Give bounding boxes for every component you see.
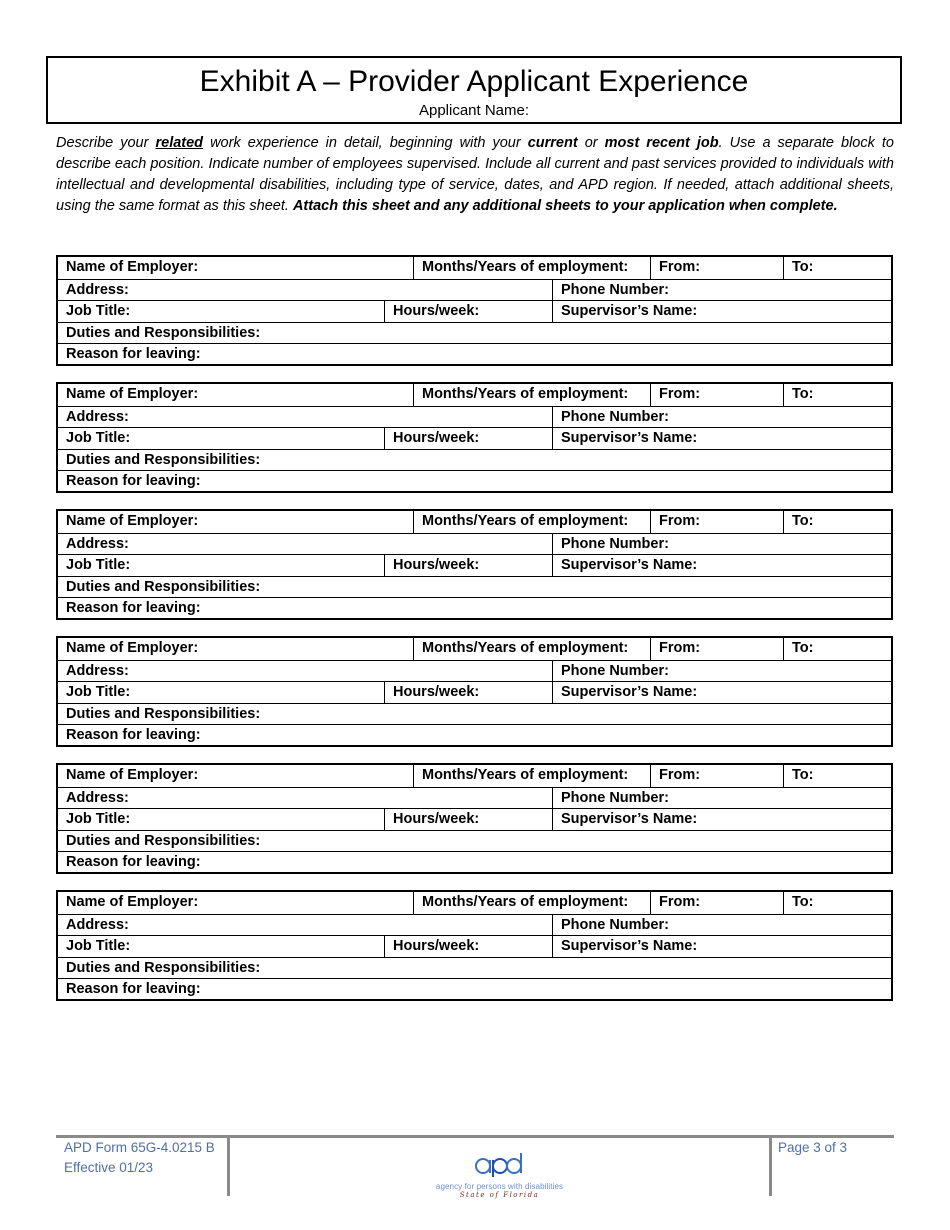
- row-address: [58, 406, 891, 429]
- from-field[interactable]: [650, 638, 783, 660]
- supervisor-label: Supervisor’s Name:: [561, 557, 698, 573]
- supervisor-field[interactable]: [552, 936, 891, 958]
- row-employer: [58, 384, 891, 406]
- footer-form-info: [64, 1138, 215, 1178]
- instructions: [56, 133, 894, 217]
- employment-block: [56, 255, 893, 366]
- address-field[interactable]: [58, 534, 552, 556]
- to-field[interactable]: [783, 384, 891, 406]
- from-label: From:: [659, 386, 701, 402]
- footer-divider-left: [227, 1136, 230, 1196]
- row-reason: [58, 851, 891, 874]
- row-address: [58, 660, 891, 683]
- row-reason: [58, 470, 891, 493]
- from-field[interactable]: [650, 257, 783, 279]
- employer-field[interactable]: [58, 892, 413, 914]
- months-years-field[interactable]: [413, 384, 650, 406]
- address-field[interactable]: [58, 280, 552, 302]
- to-field[interactable]: [783, 511, 891, 533]
- employer-label: Name of Employer:: [66, 259, 199, 275]
- row-employer: [58, 892, 891, 914]
- to-field[interactable]: [783, 765, 891, 787]
- phone-field[interactable]: [552, 280, 891, 302]
- phone-label: Phone Number:: [561, 408, 669, 425]
- reason-field[interactable]: [58, 344, 891, 366]
- hours-label: Hours/week:: [393, 303, 480, 319]
- supervisor-label: Supervisor’s Name:: [561, 938, 698, 954]
- address-label: Address:: [66, 408, 129, 425]
- reason-field[interactable]: [58, 471, 891, 493]
- employment-block: [56, 890, 893, 1001]
- reason-field[interactable]: [58, 979, 891, 1001]
- months-years-label: Months/Years of employment:: [422, 640, 629, 656]
- apd-logo-icon: [470, 1151, 530, 1177]
- row-address: [58, 787, 891, 810]
- employer-field[interactable]: [58, 511, 413, 533]
- hours-label: Hours/week:: [393, 557, 480, 573]
- reason-field[interactable]: [58, 725, 891, 747]
- supervisor-field[interactable]: [552, 682, 891, 704]
- reason-label: Reason for leaving:: [66, 346, 201, 362]
- job-title-field[interactable]: [58, 301, 384, 323]
- job-title-field[interactable]: [58, 809, 384, 831]
- row-duties: [58, 830, 891, 853]
- phone-field[interactable]: [552, 661, 891, 683]
- row-duties: [58, 322, 891, 345]
- to-label: To:: [792, 513, 814, 529]
- reason-field[interactable]: [58, 598, 891, 620]
- employer-label: Name of Employer:: [66, 767, 199, 783]
- job-title-field[interactable]: [58, 428, 384, 450]
- employer-label: Name of Employer:: [66, 894, 199, 910]
- instructions-most-recent: most recent job: [604, 135, 719, 151]
- duties-field[interactable]: [58, 704, 891, 726]
- employment-block: [56, 763, 893, 874]
- supervisor-field[interactable]: [552, 555, 891, 577]
- row-job: [58, 427, 891, 450]
- row-duties: [58, 576, 891, 599]
- row-duties: [58, 957, 891, 980]
- employment-block: [56, 382, 893, 493]
- reason-label: Reason for leaving:: [66, 981, 201, 997]
- footer-divider-right: [769, 1136, 772, 1196]
- phone-label: Phone Number:: [561, 281, 669, 298]
- phone-label: Phone Number:: [561, 789, 669, 806]
- job-title-label: Job Title:: [66, 938, 131, 954]
- months-years-label: Months/Years of employment:: [422, 767, 629, 783]
- hours-field[interactable]: [384, 555, 552, 577]
- hours-field[interactable]: [384, 809, 552, 831]
- duties-field[interactable]: [58, 577, 891, 599]
- row-reason: [58, 343, 891, 366]
- row-employer: [58, 765, 891, 787]
- row-job: [58, 935, 891, 958]
- from-field[interactable]: [650, 384, 783, 406]
- employer-label: Name of Employer:: [66, 386, 199, 402]
- hours-label: Hours/week:: [393, 684, 480, 700]
- phone-field[interactable]: [552, 788, 891, 810]
- supervisor-field[interactable]: [552, 301, 891, 323]
- hours-label: Hours/week:: [393, 938, 480, 954]
- to-field[interactable]: [783, 892, 891, 914]
- supervisor-label: Supervisor’s Name:: [561, 430, 698, 446]
- job-title-label: Job Title:: [66, 811, 131, 827]
- row-duties: [58, 449, 891, 472]
- duties-label: Duties and Responsibilities:: [66, 578, 261, 595]
- hours-label: Hours/week:: [393, 811, 480, 827]
- row-reason: [58, 597, 891, 620]
- job-title-label: Job Title:: [66, 684, 131, 700]
- row-employer: [58, 638, 891, 660]
- from-label: From:: [659, 767, 701, 783]
- hours-label: Hours/week:: [393, 430, 480, 446]
- employer-field[interactable]: [58, 765, 413, 787]
- address-field[interactable]: [58, 661, 552, 683]
- row-job: [58, 554, 891, 577]
- page-title: Exhibit A – Provider Applicant Experience: [199, 65, 749, 98]
- job-title-field[interactable]: [58, 936, 384, 958]
- reason-field[interactable]: [58, 852, 891, 874]
- to-label: To:: [792, 259, 814, 275]
- hours-field[interactable]: [384, 301, 552, 323]
- months-years-field[interactable]: [413, 638, 650, 660]
- employer-label: Name of Employer:: [66, 640, 199, 656]
- phone-label: Phone Number:: [561, 535, 669, 552]
- employer-field[interactable]: [58, 384, 413, 406]
- address-label: Address:: [66, 535, 129, 552]
- months-years-field[interactable]: [413, 892, 650, 914]
- from-label: From:: [659, 640, 701, 656]
- from-field[interactable]: [650, 511, 783, 533]
- logo-tagline: agency for persons with disabilities: [435, 1182, 564, 1191]
- instructions-text: Describe your: [56, 135, 156, 151]
- from-label: From:: [659, 894, 701, 910]
- row-employer: [58, 511, 891, 533]
- duties-label: Duties and Responsibilities:: [66, 959, 261, 976]
- hours-field[interactable]: [384, 428, 552, 450]
- reason-label: Reason for leaving:: [66, 854, 201, 870]
- reason-label: Reason for leaving:: [66, 727, 201, 743]
- job-title-label: Job Title:: [66, 430, 131, 446]
- row-duties: [58, 703, 891, 726]
- months-years-label: Months/Years of employment:: [422, 259, 629, 275]
- phone-label: Phone Number:: [561, 662, 669, 679]
- effective-date: Effective 01/23: [64, 1160, 154, 1175]
- months-years-field[interactable]: [413, 511, 650, 533]
- duties-label: Duties and Responsibilities:: [66, 451, 261, 468]
- row-job: [58, 300, 891, 323]
- duties-field[interactable]: [58, 450, 891, 472]
- supervisor-label: Supervisor’s Name:: [561, 684, 698, 700]
- apd-logo: [432, 1151, 567, 1199]
- hours-field[interactable]: [384, 936, 552, 958]
- supervisor-label: Supervisor’s Name:: [561, 303, 698, 319]
- row-job: [58, 681, 891, 704]
- row-address: [58, 533, 891, 556]
- duties-label: Duties and Responsibilities:: [66, 832, 261, 849]
- from-label: From:: [659, 513, 701, 529]
- to-label: To:: [792, 640, 814, 656]
- phone-field[interactable]: [552, 534, 891, 556]
- to-field[interactable]: [783, 257, 891, 279]
- job-title-label: Job Title:: [66, 557, 131, 573]
- instructions-attach: Attach this sheet and any additional sheets to your application when complete.: [292, 198, 838, 214]
- reason-label: Reason for leaving:: [66, 473, 201, 489]
- from-field[interactable]: [650, 765, 783, 787]
- form-number: APD Form 65G-4.0215 B: [64, 1140, 215, 1155]
- months-years-field[interactable]: [413, 765, 650, 787]
- phone-field[interactable]: [552, 407, 891, 429]
- duties-field[interactable]: [58, 958, 891, 980]
- row-address: [58, 914, 891, 937]
- to-field[interactable]: [783, 638, 891, 660]
- duties-field[interactable]: [58, 831, 891, 853]
- row-job: [58, 808, 891, 831]
- row-reason: [58, 724, 891, 747]
- address-label: Address:: [66, 789, 129, 806]
- employment-block: [56, 636, 893, 747]
- address-field[interactable]: [58, 915, 552, 937]
- instructions-text: work experience in detail, beginning with your: [203, 135, 528, 151]
- address-field[interactable]: [58, 788, 552, 810]
- supervisor-field[interactable]: [552, 428, 891, 450]
- applicant-name-label: Applicant Name:: [418, 102, 530, 119]
- months-years-label: Months/Years of employment:: [422, 386, 629, 402]
- duties-label: Duties and Responsibilities:: [66, 324, 261, 341]
- address-label: Address:: [66, 281, 129, 298]
- address-label: Address:: [66, 916, 129, 933]
- to-label: To:: [792, 386, 814, 402]
- supervisor-field[interactable]: [552, 809, 891, 831]
- page-number: Page 3 of 3: [778, 1140, 848, 1155]
- logo-state: State of Florida: [459, 1191, 540, 1199]
- to-label: To:: [792, 767, 814, 783]
- row-employer: [58, 257, 891, 279]
- title-box: [46, 56, 902, 124]
- job-title-field[interactable]: [58, 682, 384, 704]
- employment-block: [56, 509, 893, 620]
- reason-label: Reason for leaving:: [66, 600, 201, 616]
- instructions-text: or: [577, 135, 605, 151]
- hours-field[interactable]: [384, 682, 552, 704]
- from-label: From:: [659, 259, 701, 275]
- supervisor-label: Supervisor’s Name:: [561, 811, 698, 827]
- address-label: Address:: [66, 662, 129, 679]
- row-reason: [58, 978, 891, 1001]
- from-field[interactable]: [650, 892, 783, 914]
- duties-field[interactable]: [58, 323, 891, 345]
- months-years-label: Months/Years of employment:: [422, 513, 629, 529]
- to-label: To:: [792, 894, 814, 910]
- phone-label: Phone Number:: [561, 916, 669, 933]
- job-title-label: Job Title:: [66, 303, 131, 319]
- duties-label: Duties and Responsibilities:: [66, 705, 261, 722]
- employer-field[interactable]: [58, 257, 413, 279]
- months-years-field[interactable]: [413, 257, 650, 279]
- instructions-related: related: [155, 135, 204, 151]
- employer-label: Name of Employer:: [66, 513, 199, 529]
- instructions-current: current: [527, 135, 578, 151]
- employer-field[interactable]: [58, 638, 413, 660]
- months-years-label: Months/Years of employment:: [422, 894, 629, 910]
- instructions-text: . Use a separate block to describe each position. Indicate number of employees supervised. Include all current and past services provided to individuals with intellectual and developmental disabilities, including type of service, dates, and APD region. If needed, attach additional sheets, using the same format as this sheet.: [56, 135, 894, 214]
- phone-field[interactable]: [552, 915, 891, 937]
- address-field[interactable]: [58, 407, 552, 429]
- job-title-field[interactable]: [58, 555, 384, 577]
- row-address: [58, 279, 891, 302]
